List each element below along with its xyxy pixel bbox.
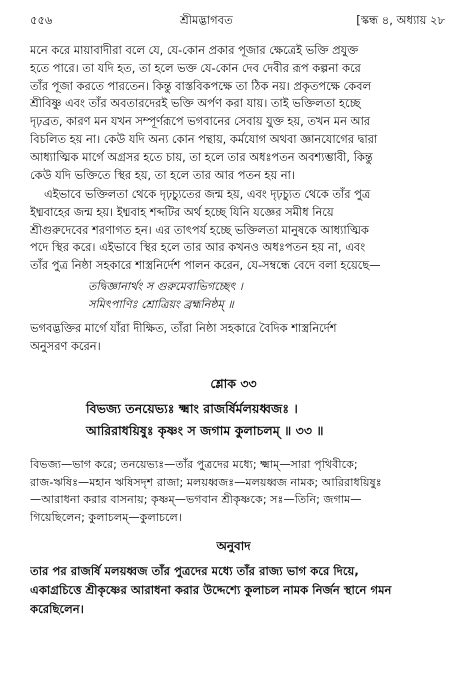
- synonyms: [30, 456, 444, 526]
- page-number: ৫৫৬: [30, 13, 53, 27]
- verse-line: বিভজ্য তনয়েভ্যঃ ক্ষ্মাং রাজর্ষির্মলয়ধ্বজঃ ।: [86, 401, 298, 416]
- running-header: [30, 12, 445, 28]
- synonym-line: রাজ-ঋষিঃ—মহান ঋষিসদৃশ রাজা; মলয়ধ্বজঃ—মলয়ধ্বজ নামক; আরিরাধয়িষুঃ: [30, 475, 382, 489]
- text-line: বিচলিত হয় না। কেউ যদি অন্য কোন পন্থায়, কর্মযোগ অথবা জ্ঞানযোগের দ্বারা: [30, 131, 378, 146]
- quote-line: সমিৎপাণিঃ শ্রোত্রিয়ং ব্রহ্মনিষ্ঠম্ ॥: [88, 298, 234, 311]
- verse-text: [86, 398, 324, 442]
- chapter-reference: [স্কন্ধ ৪, অধ্যায় ২৮: [356, 13, 445, 27]
- sanskrit-quote: [88, 278, 243, 314]
- text-line: অনুসরণ করেন।: [30, 338, 101, 353]
- translation-heading: অনুবাদ: [216, 539, 251, 553]
- purport-paragraph-3: [30, 320, 444, 356]
- text-line: তাঁর পুত্র নিষ্ঠা সহকারে শাস্ত্রনির্দেশ পালন করেন, যে-সম্বন্ধে বেদে বলা হয়েছে—: [30, 258, 381, 273]
- verse-line: আরিরাধয়িষুঃ কৃষ্ণং স জগাম কুলাচলম্ ॥ ৩৩ ॥: [86, 423, 324, 438]
- quote-line: তদ্বিজ্ঞানার্থং স গুরুমেবাভিগচ্ছেৎ ।: [88, 280, 243, 293]
- purport-paragraph-1: [30, 42, 444, 184]
- text-line: শ্রীগুরুদেবের শরণাগত হন। এর তাৎপর্য হচ্ছে ভক্তিলতা মানুষকে আধ্যাত্মিক: [30, 222, 369, 237]
- text-line: কেউ যদি ভক্তিতে স্থির হয়, তা হলে তার আর পতন হয় না।: [30, 167, 295, 182]
- text-line: তাঁর পূজা করতে পারতেন। কিন্তু বাস্তবিকপক্ষে তা ঠিক নয়। প্রকৃতপক্ষে কেবল: [30, 78, 371, 93]
- translation-line: তার পর রাজর্ষি মলয়ধ্বজ তাঁর পুত্রদের মধ্যে তাঁর রাজ্য ভাগ করে দিয়ে,: [30, 564, 359, 578]
- translation-line: একাগ্রচিত্তে শ্রীকৃষ্ণের আরাধনা করার উদ্দেশ্যে কুলাচল নামক নির্জন স্থানে গমন: [30, 583, 392, 597]
- translation-text: [30, 562, 444, 619]
- verse-heading: শ্লোক ৩৩: [210, 376, 257, 391]
- translation-line: করেছিলেন।: [30, 602, 84, 616]
- text-line: পদে স্থির করে। এইভাবে স্থির হলে তার আর কখনও অধঃপতন হয় না, এবং: [30, 240, 366, 255]
- text-line: আধ্যাত্মিক মার্গে অগ্রসর হতে চায়, তা হলে তার অধঃপতন অবশ্যম্ভাবী, কিন্তু: [30, 149, 373, 164]
- text-line: ভগবদ্ভক্তির মার্গে যাঁরা দীক্ষিত, তাঁরা নিষ্ঠা সহকারে বৈদিক শাস্ত্রনির্দেশ: [30, 321, 337, 335]
- book-title: শ্রীমদ্ভাগবত: [180, 13, 233, 27]
- text-line: ইধ্মবাহের জন্ম হয়। ইধ্মবাহ শব্দটির অর্থ হচ্ছে যিনি যজ্ঞের সমীধ নিয়ে: [30, 204, 334, 219]
- synonym-line: বিভজ্য—ভাগ করে; তনয়েভ্যঃ—তাঁর পুত্রদের মধ্যে; ক্ষ্মাম্—সারা পৃথিবীকে;: [30, 458, 358, 471]
- text-line: দৃঢ়ব্রত, কারণ মন যখন সম্পূর্ণরূপে ভগবানের সেবায় যুক্ত হয়, তখন মন আর: [30, 114, 371, 129]
- text-line: শ্রীবিষ্ণু এবং তাঁর অবতারদেরই ভক্তি অর্পণ করা যায়। তাই ভক্তিলতা হচ্ছে: [30, 96, 361, 111]
- synonym-line: —আরাধনা করার বাসনায়; কৃষ্ণম্—ভগবান শ্রীকৃষ্ণকে; সঃ—তিনি; জগাম—: [30, 493, 362, 507]
- text-line: হতে পারে। তা যদি হত, তা হলে ভক্ত যে-কোন দেব দেবীর রূপ কল্পনা করে: [30, 60, 361, 75]
- text-line: এইভাবে ভক্তিলতা থেকে দৃঢ়চ্যুতের জন্ম হয়, এবং দৃঢ়চ্যুত থেকে তাঁর পুত্র: [44, 187, 371, 201]
- synonym-line: গিয়েছিলেন; কুলাচলম্—কুলাচলে।: [30, 510, 182, 524]
- text-line: মনে করে মায়াবাদীরা বলে যে, যে-কোন প্রকার পূজার ক্ষেত্রেই ভক্তি প্রযুক্ত: [30, 43, 359, 57]
- purport-paragraph-2: [30, 186, 444, 275]
